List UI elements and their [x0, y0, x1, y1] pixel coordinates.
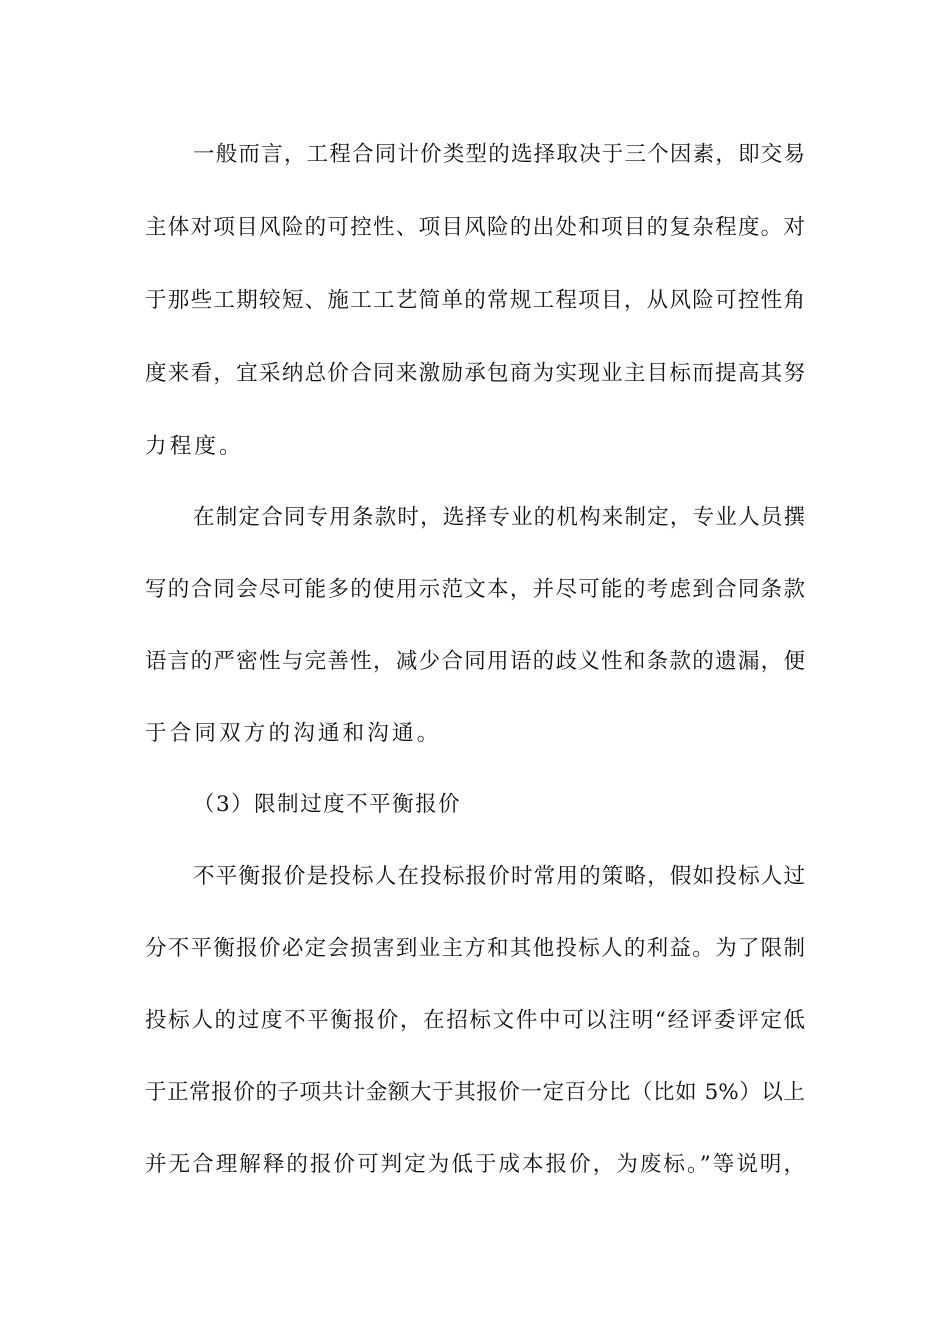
section-heading: （3）限制过度不平衡报价	[193, 792, 462, 817]
paragraph-4-line-3: 投标人的过度不平衡报价，在招标文件中可以注明“经评委评定低	[145, 1008, 805, 1033]
paragraph-2-line-3: 语言的严密性与完善性，减少合同用语的歧义性和条款的遗漏，便	[145, 649, 805, 674]
paragraph-4-line-2: 分不平衡报价必定会损害到业主方和其他投标人的利益。为了限制	[145, 936, 805, 961]
paragraph-2-line-4: 于合同双方的沟通和沟通。	[145, 721, 442, 746]
paragraph-1-line-1: 一般而言，工程合同计价类型的选择取决于三个因素，即交易	[193, 142, 805, 167]
paragraph-1-line-3: 于那些工期较短、施工工艺简单的常规工程项目，从风险可控性角	[145, 288, 805, 313]
paragraph-4-line-5: 并无合理解释的报价可判定为低于成本报价，为废标。”等说明，	[145, 1152, 805, 1177]
paragraph-2-line-2: 写的合同会尽可能多的使用示范文本，并尽可能的考虑到合同条款	[145, 577, 805, 602]
paragraph-1-line-2: 主体对项目风险的可控性、项目风险的出处和项目的复杂程度。对	[145, 215, 805, 240]
paragraph-1-line-4: 度来看，宜采纳总价合同来激励承包商为实现业主目标而提高其努	[145, 361, 805, 386]
paragraph-1-line-5: 力程度。	[145, 434, 244, 459]
paragraph-2-line-1: 在制定合同专用条款时，选择专业的机构来制定，专业人员撰	[193, 505, 805, 530]
paragraph-4-line-4: 于正常报价的子项共计金额大于其报价一定百分比（比如 5%）以上	[145, 1080, 805, 1105]
paragraph-4-line-1: 不平衡报价是投标人在投标报价时常用的策略，假如投标人过	[193, 864, 805, 889]
